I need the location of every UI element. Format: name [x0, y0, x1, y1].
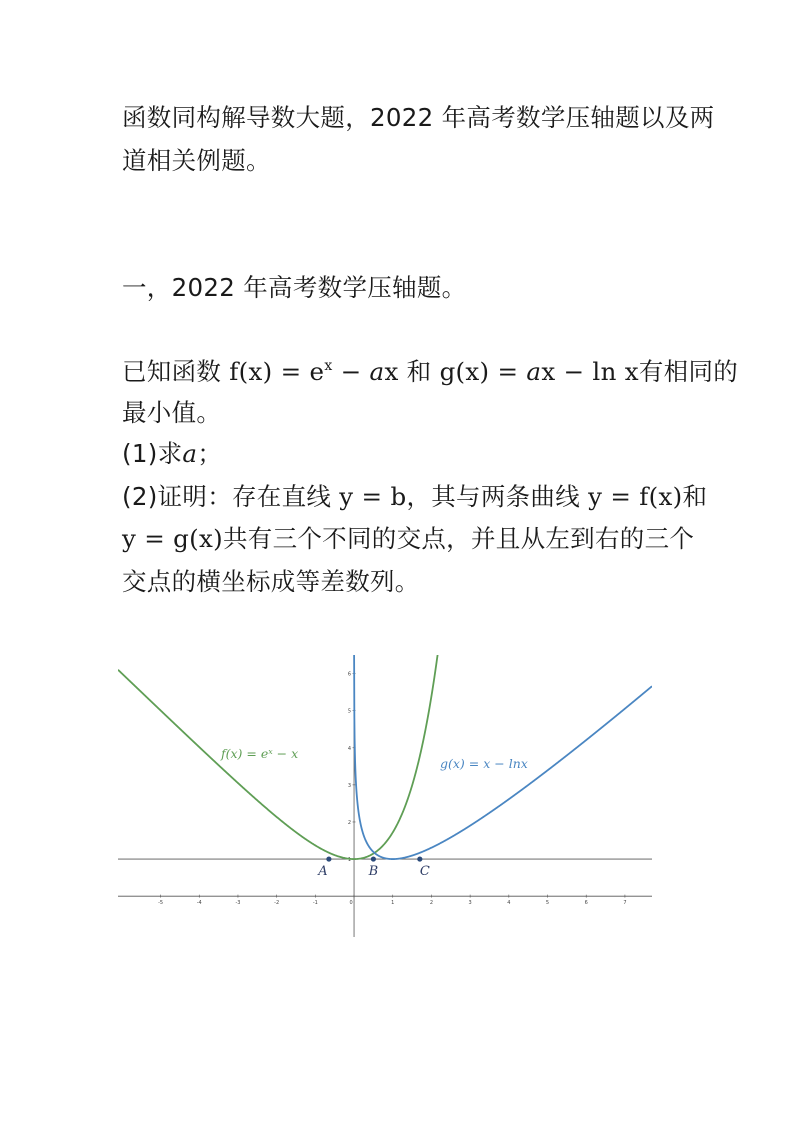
text: ，其与两条曲线	[406, 482, 589, 511]
curve-f: y = f(x)	[588, 482, 683, 511]
y-tick-label: 6	[347, 671, 352, 678]
text: (1)求	[122, 439, 183, 468]
point-label: A	[318, 864, 328, 880]
x-tick-label: -4	[196, 900, 202, 907]
text: 和	[682, 482, 708, 511]
var-x: x	[384, 357, 399, 386]
text: 有相同的	[638, 357, 739, 386]
x-tick-label: 2	[429, 900, 434, 907]
problem-line-6: 交点的横坐标成等差数列。	[122, 567, 420, 596]
x-tick-label: 5	[545, 900, 550, 907]
text: 已知函数	[122, 357, 230, 386]
series-label-g: g(x) = x − lnx	[440, 756, 528, 771]
f-exp: x	[324, 358, 333, 374]
x-tick-label: 6	[584, 900, 588, 907]
x-tick-label: 0	[349, 900, 353, 907]
point-c	[417, 856, 422, 861]
x-tick-label: 3	[468, 900, 472, 907]
g-lhs: g(x) =	[439, 357, 527, 386]
x-tick-label: 4	[507, 900, 511, 907]
problem-line-3	[122, 434, 222, 474]
f-lhs: f(x) = e	[229, 357, 325, 386]
point-a	[326, 856, 331, 861]
var-a: a	[369, 357, 385, 386]
x-tick-label: 7	[623, 900, 627, 907]
problem-line-2: 最小值。	[122, 398, 222, 427]
y-tick-label: 3	[347, 782, 352, 789]
var-a: a	[526, 357, 542, 386]
intersection-points	[317, 856, 430, 879]
series-labels	[220, 746, 528, 771]
minus: −	[332, 357, 370, 386]
point-b	[371, 856, 376, 861]
problem-line-4	[122, 477, 707, 517]
series-label-f: f(x) = eˣ − x	[221, 746, 299, 761]
x-tick-label: -2	[274, 900, 280, 907]
problem-line-5	[122, 519, 694, 559]
axes	[118, 655, 652, 937]
text-and: 和	[398, 357, 440, 386]
f-def	[229, 357, 398, 386]
x-tick-label: -1	[312, 900, 318, 907]
x-tick-label: -3	[235, 900, 241, 907]
point-label: B	[368, 864, 379, 880]
y-tick-label: 5	[347, 708, 352, 715]
text: ；	[197, 439, 223, 468]
text: (2)证明：存在直线	[122, 482, 340, 511]
y-tick-label: 1	[347, 857, 352, 864]
title-line-2: 道相关例题。	[122, 146, 271, 175]
line-eq: y = b	[339, 482, 407, 511]
x-tick-label: 1	[391, 900, 395, 907]
y-tick-label: 2	[347, 819, 352, 826]
y-tick-label: 4	[347, 745, 352, 752]
title-line-1: 函数同构解导数大题，2022 年高考数学压轴题以及两	[122, 103, 715, 132]
problem-line-1	[122, 352, 738, 392]
series-curves	[118, 655, 652, 859]
section-heading: 一，2022 年高考数学压轴题。	[122, 273, 467, 302]
curve-g: y = g(x)	[122, 524, 223, 553]
point-label: C	[419, 864, 430, 880]
g-def	[440, 357, 639, 386]
var-a: a	[182, 439, 198, 468]
x-tick-label: -5	[158, 900, 164, 907]
g-rest: x − ln x	[541, 357, 639, 386]
function-graph	[118, 655, 652, 937]
text: 共有三个不同的交点，并且从左到右的三个	[222, 524, 695, 553]
